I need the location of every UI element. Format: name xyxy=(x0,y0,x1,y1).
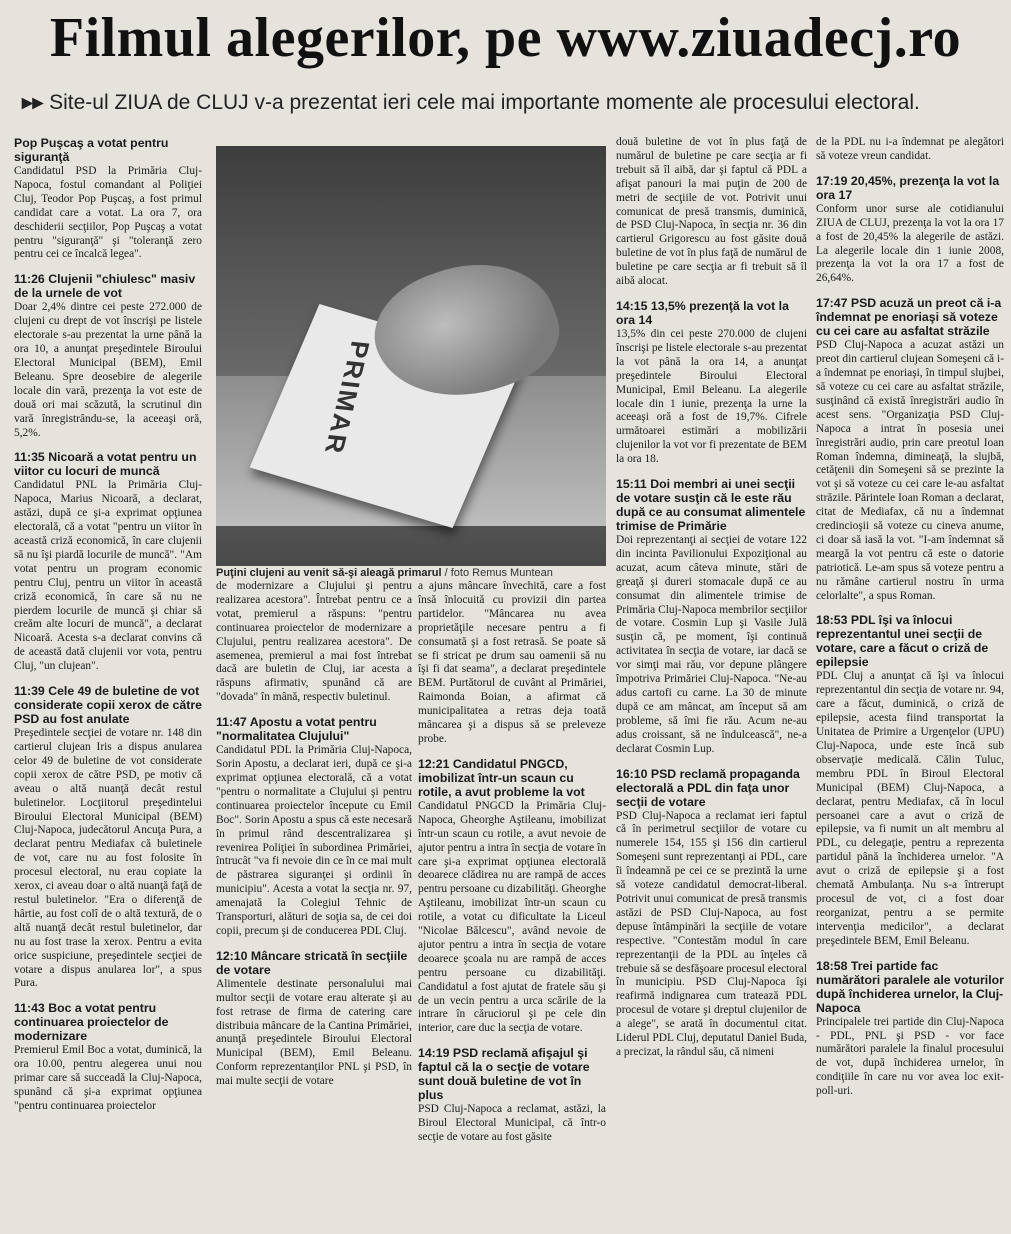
photo-caption xyxy=(216,566,606,580)
page-headline: Filmul alegerilor, pe www.ziuadecj.ro xyxy=(49,7,962,69)
article-heading: 14:19 PSD reclamă afişajul şi faptul că la o secţie de votare sunt două buletine de vot în plus xyxy=(418,1046,590,1103)
column-4 xyxy=(616,136,807,1070)
article-heading: 18:53 PDL îşi va înlocui reprezentantul unei secţii de votare, care a făcut o criză de epilepsie xyxy=(816,613,989,670)
article-body: PSD Cluj-Napoca a reclamat, astăzi, la Biroul Electoral Municipal, că într-o secţie de votare au fost găsite xyxy=(418,1103,606,1144)
column-5 xyxy=(816,136,1004,1109)
article-body: de la PDL nu i-a îndemnat pe alegători să voteze vreun candidat. xyxy=(816,136,1004,162)
article-heading: 17:19 20,45%, prezenţa la vot la ora 17 xyxy=(816,173,1000,202)
column-1 xyxy=(14,136,202,1124)
article-body: Candidatul PSD la Primăria Cluj-Napoca, fostul comandant al Poliţiei Cluj, Teodor Pop Puşcaş, a fost primul candidat care a votat. La ora 7, ora deschiderii secţiilor, Pop Puşcaş a votat pentru "siguranţă" şi "toleranţă zero pentru cei ce încalcă legea". xyxy=(14,165,202,261)
article-body: Preşedintele secţiei de votare nr. 148 din cartierul clujean Iris a dispus anularea celor 49 de buletine de vot considerate copii xerox de către PSD, pe motiv că aveau o altă nuanţă decât restul buletinelor. Locţiitorul preşedintelui Biroului Electoral Municipal (BEM) Cluj-Napoca, judecătorul Ancuţa Pura, a declarat pentru Mediafax că buletinele de vot, care nu au fost folosite în procesul electoral, nu erau copiate la xerox, ci aveau doar o altă nuanţă faţă de restul buletinelor. "Era o diferenţă de hârtie, au fost colî de o altă textură, de o altă nuanţă decât restul buletinelor, dar nu au fost trase la xerox. Pentru a evita orice suspiciune, preşedintele secţiei de votare a dispus anularea lor", a spus Pura. xyxy=(14,727,202,990)
article-body: PSD Cluj-Napoca a reclamat ieri faptul că în perimetrul secţiilor de votare cu numerele 154, 155 şi 156 din cartierul Someşeni sunt reprezentanţi ai PDL, care îi îndeamnă pe cei ce se prezintă la urne să voteze candidatul democrat-liberal. Potrivit unui comunicat de presă transmis astăzi de PSD Cluj-Napoca, au fost depuse întâmpinări la secţiile de votare respective. "Contestăm modul în care reprezentanţii de la PDL au înţeles că trebuie să se desfăşoare procesul electoral în municipiu. PSD Cluj-Napoca îşi reafirmă indignarea cum tratează PDL procesul de votare şi dreptul clujenilor de a alege", se arată în documentul citat. Liderul PDL Cluj, deputatul Daniel Buda, a precizat, la rândul său, că nimeni xyxy=(616,809,807,1058)
article-body: 13,5% din cei peste 270.000 de clujeni înscrişi pe listele electorale s-au prezentat la vot până la ora 14, a anunţat preşedintele Biroului Electoral Municipal, Emil Beleanu. La alegerile locale din 1 iunie, prezenţa la urne la aceeaşi oră a fost de 19,7%. Cifrele următoarei estimări a mobilizării clujenilor la vot vor fi prezentate de BEM la ora 18. xyxy=(616,327,807,466)
article-heading: 14:15 13,5% prezenţă la vot la ora 14 xyxy=(616,298,789,327)
article-body: Alimentele destinate personalului mai multor secţii de votare erau alterate şi au fost retrase de firma de catering care distribuia mâncare de la Cantina Primăriei, anunţă preşedintele Biroului Electoral Municipal (BEM), Emil Beleanu. Conform reprezentanţilor PNL şi PSD, în mai multe secţii de votare xyxy=(216,977,412,1088)
article-body: a ajuns mâncare învechită, care a fost însă înlocuită cu provizii din partea partidelor. "Mâncarea nu avea proprietăţile necesare pentru a fi consumată şi a fost retrasă. Se poate să se fi stricat pe drum sau oamenii să nu îşi fi dat seama", a declarat preşedintele BEM. Purtătorul de cuvânt al Primăriei, Raimonda Boian, a afirmat că municipalitatea a retras deja toată mâncarea şi a dispus să se preleveze probe. xyxy=(418,580,606,745)
double-arrow-icon: ▸▸ xyxy=(22,91,44,114)
article-body: Principalele trei partide din Cluj-Napoca - PDL, PNL şi PSD - vor face numărători paralele la finalul procesului de vot, după închiderea urnelor, în condiţiile în care nu vor avea loc exit-poll-uri. xyxy=(816,1015,1004,1098)
article-body: Candidatul PDL la Primăria Cluj-Napoca, Sorin Apostu, a declarat ieri, după ce şi-a exprimat opţiunea electorală, că a votat "pentru o normalitate a Clujului şi pentru continuarea proiectelor începute cu Emil Boc". Sorin Apostu a spus că este necesară în primul rând descentralizarea şi revenirea Poliţiei în subordinea Primăriei, întrucât "va fi nevoie din ce în ce mai mult de păstrarea siguranţei şi ordinii în municipiu". Acesta a votat la secţia nr. 97, amenajată la Colegiul Tehnic de Transporturi, alături de soţia sa, de cei doi copii, precum şi de conducerea PDL Cluj. xyxy=(216,744,412,937)
article-heading: 11:47 Apostu a votat pentru "normalitatea Clujului" xyxy=(216,715,377,744)
article-heading: 11:35 Nicoară a votat pentru un viitor cu locuri de muncă xyxy=(14,450,197,479)
article-heading: 12:21 Candidatul PNGCD, imobilizat într-un scaun cu rotile, a avut probleme la vot xyxy=(418,756,585,799)
article-heading: 11:39 Cele 49 de buletine de vot considerate copii xerox de către PSD au fost anulate xyxy=(14,684,202,727)
column-3 xyxy=(418,580,606,1155)
article-body: Doar 2,4% dintre cei peste 272.000 de clujeni cu drept de vot înscrişi pe listele electorale s-au prezentat la urne până la ora 10, a anunţat preşedintele Biroului Electoral Municipal (BEM), Emil Beleanu. Spre deosebire de alegerile locale din vară, prezenţa la vot este de două ori mai scăzută, la scrutinul din vară înregistrându-se, la aceeaşi oră, 5,2%. xyxy=(14,301,202,439)
article-body: PDL Cluj a anunţat că îşi va înlocui reprezentantul din secţia de votare nr. 94, care a făcut, duminică, o criză de epilepsie, acesta fiind transportat la Unitatea de Primire a Urgenţelor (UPU) Cluj-Napoca, unde este încă sub observaţie medicală. Călin Tuluc, membru PDL în Biroul Electoral Municipal (BEM) Cluj-Napoca, a declarat, pentru Mediafax, că în locul persoanei care a avut o criză de epilepsie, va fi numit un alt membru al PDL, cu delegaţie, pentru a reprezenta partidul până la închiderea urnelor. "A avut o criză de epilepsie şi a fost chemată Ambulanţa. Nu s-a întrerupt procesul de vot, ci a fost doar reorganizat, pentru a se permite intervenţia medicilor", a declarat preşedintele BEM, Emil Beleanu. xyxy=(816,670,1004,947)
subheadline-text: Site-ul ZIUA de CLUJ v-a prezentat ieri cele mai importante momente ale procesului electoral. xyxy=(49,91,920,114)
photo-credit: / foto Remus Muntean xyxy=(444,567,553,579)
article-photo xyxy=(216,146,606,566)
article-heading: 17:47 PSD acuză un preot că i-a îndemnat pe enoriaşi să voteze cu cei care au asfaltat străzile xyxy=(816,296,1002,339)
article-heading: 18:58 Trei partide fac numărători paralele ale voturilor după închiderea urnelor, la Cluj-Napoca xyxy=(816,958,1004,1015)
article-body: PSD Cluj-Napoca a acuzat astăzi un preot din cartierul clujean Someşeni că i-a îndemnat pe enoriaşi, în timpul slujbei, să voteze cu cei care au asfaltat străzile, susţinând că există înregistrări audio în acest sens. "Organizaţia PSD Cluj-Napoca a intrat în posesia unei înregistrări audio, prin care preotul Ioan Roman îndemna, dimineaţă, la slujbă, cetăţenii din Someşeni să se prezinte la vot şi să voteze cu cei care le-au asfaltat străzile. Părintele Ioan Roman a declarat, citat de Mediafax, că nu a îndemnat credincioşii să voteze cu cineva anume, ci doar să iasă la vot. "I-am îndemnat să meargă la vot pentru că este o datorie patriotică. Le-am spus să voteze pentru a nu rămâne cartierul nostru în urma celorlalte", a spus Roman. xyxy=(816,339,1004,602)
article-heading: 16:10 PSD reclamă propaganda electorală a PDL din faţa unor secţii de votare xyxy=(616,766,800,809)
article-heading: 11:43 Boc a votat pentru continuarea proiectelor de modernizare xyxy=(14,1001,169,1044)
article-body: Premierul Emil Boc a votat, duminică, la ora 10.00, pentru alegerea unui nou primar care să succeadă la Cluj-Napoca, spunând că şi-a exprimat opţiunea "pentru continuarea proiectelor xyxy=(14,1044,202,1112)
article-heading: 15:11 Doi membri ai unei secţii de votare susţin că le este rău după ce au consumat alimentele trimise de Primărie xyxy=(616,477,806,534)
article-body: Doi reprezentanţi ai secţiei de votare 122 din incinta Pavilionului Expoziţional au acuzat, acum câteva minute, stări de greaţă şi dureri stomacale după ce au consumat din alimentele trimise de Primăria Cluj-Napoca membrilor secţiilor de votare. Cosmin Lup şi Vasile Julă susţin că, pe moment, îşi continuă activitatea în secţia de votare, iar dacă se vor simţi mai rău, vor depune plângere împotriva Primăriei Cluj-Napoca. "Ne-au adus cartofi cu carne. La 30 de minute după ce am mâncat, am început să am probleme, să îmi fie rău. Acum ne-au adus croissant, să ne îndulcească", ne-a declarat Cosmin Lup. xyxy=(616,534,807,755)
article-heading: Pop Puşcaş a votat pentru siguranţă xyxy=(14,136,169,164)
article-body: Candidatul PNGCD la Primăria Cluj-Napoca, Gheorghe Aştileanu, imobilizat într-un scaun cu rotile, a avut nevoie de ajutor pentru a intra în secţia de votare în care şi-a exprimat opţiunea electorală deoarece clădirea nu are rampă de acces pentru persoane cu dizabilităţi. Gheorghe Aştileanu, imobilizat într-un scaun cu rotile, a votat cu dificultate la Liceul "Nicolae Bălcescu", având nevoie de ajutor pentru a intra în secţia de votare deoarece şcoala nu are rampă de acces pentru persoane cu dizabilităţi. Candidatul a fost ajutat de fratele său şi de un vecin pentru a urca scările de la intrare în căruciorul şi pe cele din interior, care duc la secţia de votare. xyxy=(418,799,606,1035)
ballot-label: PRIMAR xyxy=(318,339,376,457)
column-2 xyxy=(216,580,412,1099)
caption-text: Puţini clujeni au venit să-şi aleagă primarul xyxy=(216,567,442,579)
article-heading: 11:26 Clujenii "chiulesc" masiv de la urnele de vot xyxy=(14,272,196,301)
subheadline xyxy=(22,90,1002,116)
article-body: Candidatul PNL la Primăria Cluj-Napoca, Marius Nicoară, a declarat, astăzi, după ce şi-a exprimat opţiunea electorală, că a votat "pentru un viitor în această criză economică, în care clujenii să nu îşi piardă locurile de muncă". "Am votat pentru un program economic pentru Cluj, pentru un viitor în această criză economică, în care să nu ne pierdem locurile de muncă şi chiar să creăm alte locuri de muncă", a declarat Nicoară. Acesta s-a declarat convins că de această dată clujenii vor vota, pentru Cluj, "un clujean". xyxy=(14,479,202,673)
article-body: Conform unor surse ale cotidianului ZIUA de CLUJ, prezenţa la vot la ora 17 a fost de 20,45% la alegerile de astăzi. La alegerile locale din 1 iunie 2008, prezenţa la vot la ora 17 a fost de 26,64%. xyxy=(816,202,1004,285)
article-heading: 12:10 Mâncare stricată în secţiile de votare xyxy=(216,948,408,977)
article-body: de modernizare a Clujului şi pentru realizarea acestora". Întrebat pentru ce a votat, premierul a răspuns: "pentru continuarea proiectelor de modernizare a Clujului, pentru realizarea acestora". De asemenea, premierul a mai fost întrebat dacă are buletin de Cluj, iar acesta a răspuns afirmativ, spunând că are "dovada" în mână, respectiv buletinul. xyxy=(216,580,412,704)
article-body: două buletine de vot în plus faţă de numărul de buletine pe care secţia ar fi trebuit să îl aibă, dar şi faptul că PDL a afişat panouri la mai puţin de 200 de metri de secţiile de vot. Potrivit unui comunicat de presă transmis, duminică, de PSD Cluj-Napoca, în secţia nr. 36 din cartierul Grigorescu au fost găsite două buletine de vot în plus faţă de numărul de buletine pe care secţia ar fi trebuit să îl aibă alocat. xyxy=(616,136,807,288)
